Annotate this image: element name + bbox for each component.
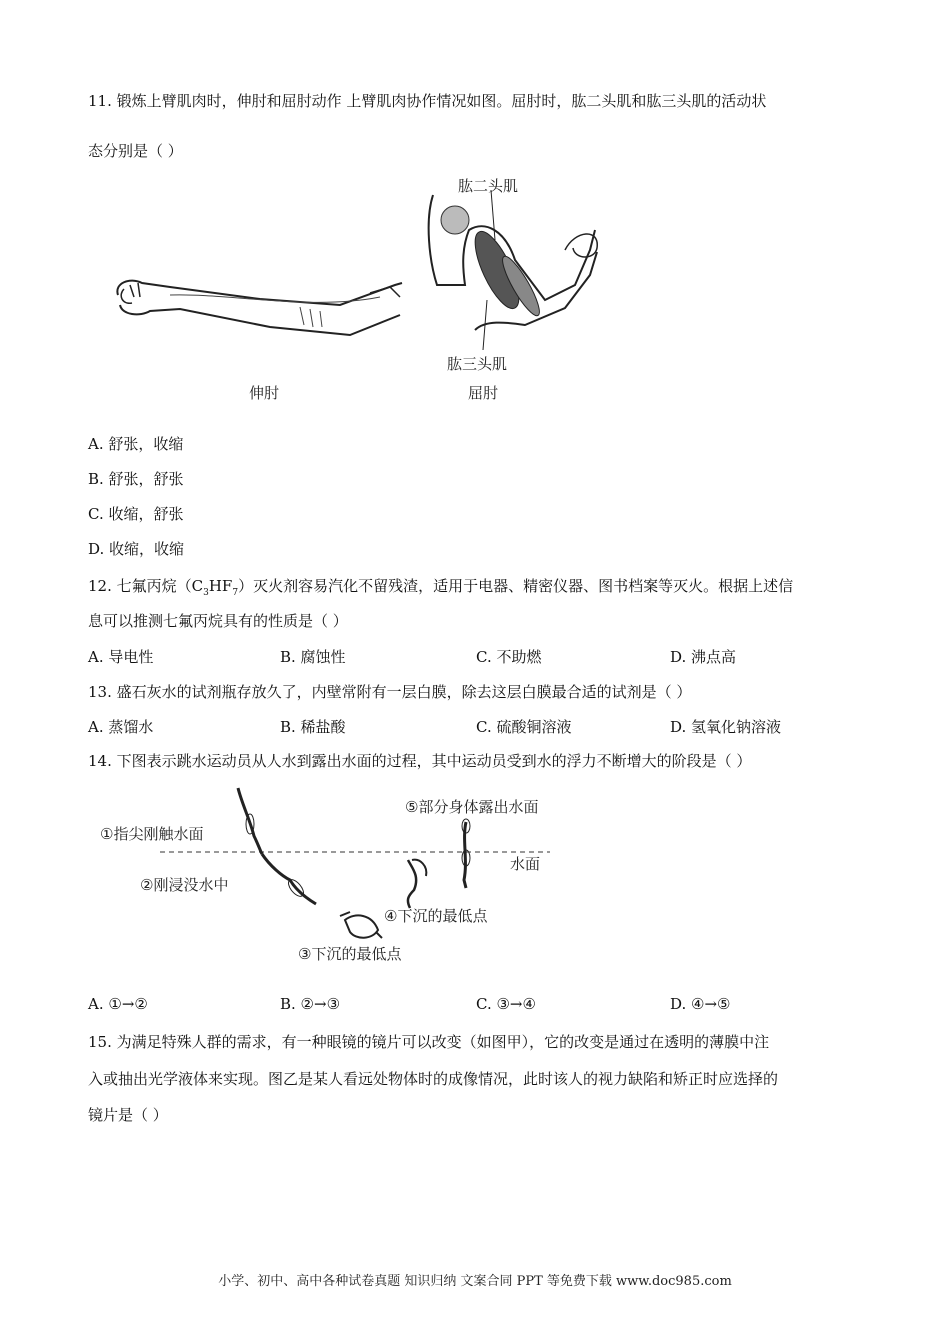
q13-stem-line1: 13. 盛石灰水的试剂瓶存放久了，内壁常附有一层白膜，除去这层白膜最合适的试剂是（ ） (88, 683, 692, 701)
biceps-label: 肱二头肌 (458, 177, 519, 195)
dive-label-1: ①指尖刚触水面 (100, 825, 204, 843)
q12-sub-7: 7 (232, 588, 239, 598)
q12-stem-line2: 息可以推测七氟丙烷具有的性质是（ ） (88, 612, 348, 630)
q11-option-d: D. 收缩，收缩 (88, 540, 185, 558)
q12-option-c: C. 不助燃 (476, 648, 542, 666)
q14-option-b: B. ②→③ (280, 995, 341, 1013)
extend-label: 伸肘 (249, 384, 280, 402)
q12-stem-line1 (88, 575, 793, 598)
q11-option-b: B. 舒张，舒张 (88, 470, 184, 488)
q12-stem-post: ）灭火剂容易汽化不留残渣，适用于电器、精密仪器、图书档案等灭火。根据上述信 (238, 577, 794, 595)
q12-stem-mid: HF (208, 577, 233, 595)
q14-option-c: C. ③→④ (476, 995, 536, 1013)
q12-option-d: D. 沸点高 (670, 648, 737, 666)
q11-option-c: C. 收缩，舒张 (88, 505, 184, 523)
q13-option-b: B. 稀盐酸 (280, 718, 346, 736)
water-surface-label: 水面 (510, 855, 541, 873)
q12-option-a: A. 导电性 (88, 648, 154, 666)
q13-option-c: C. 硫酸铜溶液 (476, 718, 572, 736)
dive-label-3: ③下沉的最低点 (298, 945, 402, 963)
dive-label-4: ④下沉的最低点 (384, 907, 488, 925)
q14-option-a: A. ①→② (88, 995, 148, 1013)
triceps-label: 肱三头肌 (447, 355, 508, 373)
q13-option-d: D. 氢氧化钠溶液 (670, 718, 782, 736)
q11-option-a: A. 舒张，收缩 (88, 435, 184, 453)
page-footer: 小学、初中、高中各种试卷真题 知识归纳 文案合同 PPT 等免费下载 www.doc985.com (218, 1274, 732, 1289)
q11-stem-line2: 态分别是（ ） (88, 142, 183, 160)
q11-stem-line1: 11. 锻炼上臂肌肉时，伸肘和屈肘动作 上臂肌肉协作情况如图。屈肘时，肱二头肌和肱三头肌的活动状 (88, 92, 767, 110)
q13-option-a: A. 蒸馏水 (88, 718, 154, 736)
q15-stem-line3: 镜片是（ ） (88, 1106, 168, 1124)
q14-stem-line1: 14. 下图表示跳水运动员从人水到露出水面的过程，其中运动员受到水的浮力不断增大的阶段是（ ） (88, 752, 752, 770)
flex-label: 屈肘 (468, 384, 499, 402)
q12-stem-pre: 12. 七氟丙烷（C (88, 577, 204, 595)
q14-option-d: D. ④→⑤ (670, 995, 731, 1013)
elbow-extension-figure (110, 265, 410, 345)
elbow-flexion-figure (425, 190, 605, 350)
q12-sub-3: 3 (203, 588, 209, 598)
dive-label-2: ②刚浸没水中 (140, 876, 229, 894)
q15-stem-line1: 15. 为满足特殊人群的需求，有一种眼镜的镜片可以改变（如图甲），它的改变是通过在透明的薄膜中注 (88, 1033, 770, 1051)
q12-option-b: B. 腐蚀性 (280, 648, 346, 666)
dive-label-5: ⑤部分身体露出水面 (405, 798, 539, 816)
q15-stem-line2: 入或抽出光学液体来实现。图乙是某人看远处物体时的成像情况，此时该人的视力缺陷和矫正时应选择的 (88, 1070, 779, 1088)
